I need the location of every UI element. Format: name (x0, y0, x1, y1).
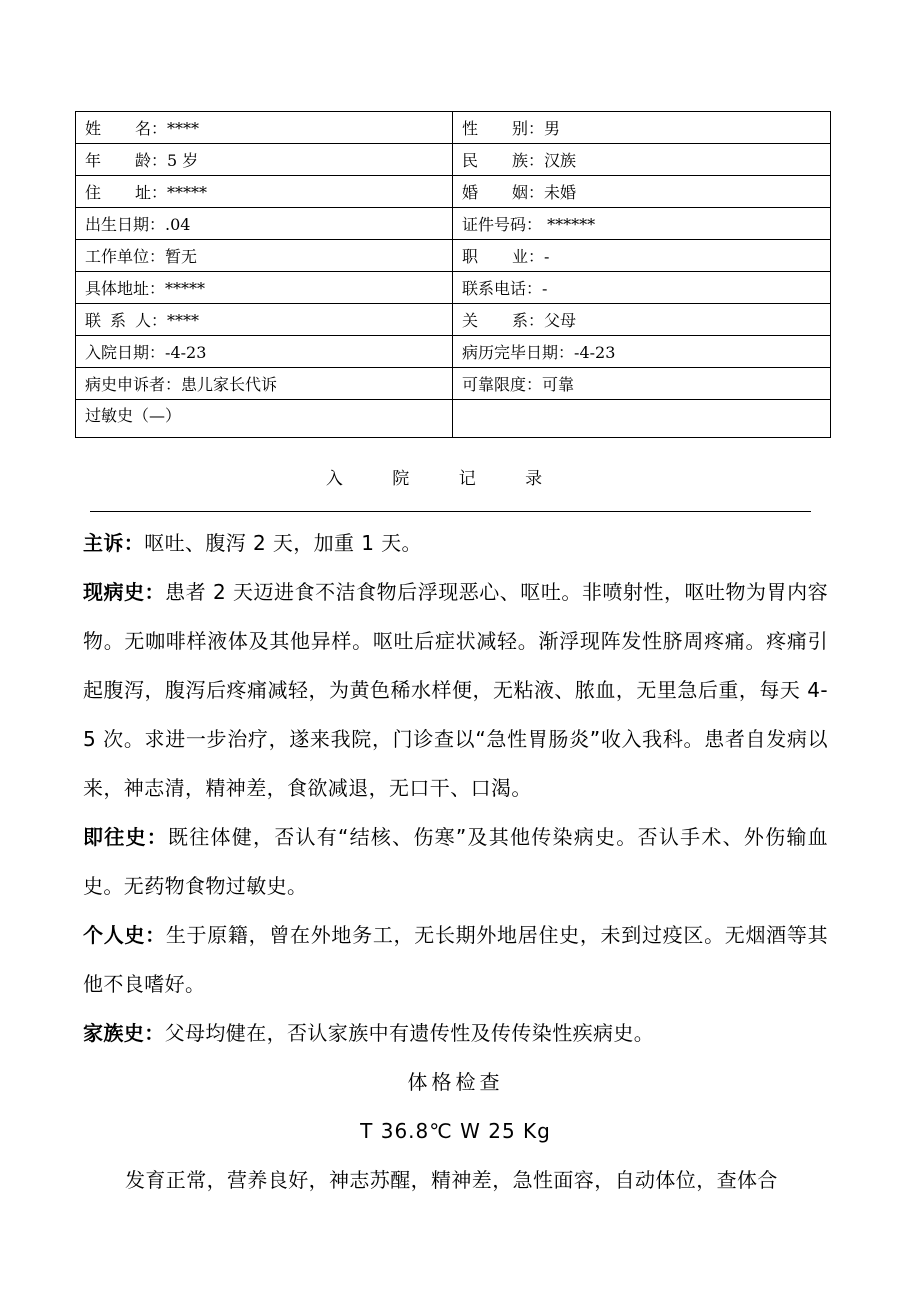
field-label: 民族 (462, 151, 528, 170)
field-colon: ： (528, 119, 545, 138)
exam-vitals: T 36.8℃ W 25 Kg (360, 1119, 551, 1143)
info-row (76, 208, 831, 240)
field-colon: ： (149, 343, 166, 362)
info-cell-right (453, 144, 831, 176)
present-illness (83, 568, 828, 813)
field-colon: ： (151, 311, 168, 330)
record-title: 入 院 记 录 (325, 469, 565, 489)
field-colon: ： (528, 183, 545, 202)
family-history-label: 家族史： (83, 1021, 165, 1045)
info-row (76, 304, 831, 336)
info-cell-right (453, 368, 831, 400)
field-value: 可靠 (542, 375, 575, 394)
info-row (76, 368, 831, 400)
field-colon: ： (149, 279, 166, 298)
info-cell-left (76, 240, 453, 272)
field-colon: ： (151, 151, 168, 170)
info-cell-right (453, 240, 831, 272)
field-value: ***** (167, 183, 208, 202)
personal-history-text: 生于原籍，曾在外地务工，无长期外地居住史，未到过疫区。无烟酒等其他不良嗜好。 (83, 923, 828, 996)
field-value: **** (167, 119, 200, 138)
field-colon: ： (528, 311, 545, 330)
field-colon: ： (526, 215, 543, 234)
record-body (83, 519, 828, 1205)
personal-history-label: 个人史： (83, 923, 166, 947)
field-colon: ： (558, 343, 575, 362)
field-value: 5 岁 (167, 151, 199, 170)
chief-complaint (83, 519, 828, 568)
chief-complaint-label: 主诉： (83, 531, 145, 555)
info-row (76, 240, 831, 272)
info-cell-left (76, 144, 453, 176)
allergy-cell: 过敏史（—） (76, 400, 453, 438)
field-value: - (542, 279, 548, 298)
chief-complaint-text: 呕吐、腹泻 2 天，加重 1 天。 (144, 531, 422, 555)
info-cell-right (453, 112, 831, 144)
info-row (76, 272, 831, 304)
field-value: ***** (165, 279, 206, 298)
field-value: 未婚 (544, 183, 577, 202)
field-label: 联系人 (85, 311, 151, 330)
info-cell-right (453, 208, 831, 240)
field-value: -4-23 (574, 343, 616, 362)
field-label: 出生日期 (85, 215, 150, 234)
field-colon: ： (526, 375, 543, 394)
info-cell-right (453, 304, 831, 336)
present-illness-text: 患者 2 天迈进食不洁食物后浮现恶心、呕吐。非喷射性，呕吐物为胃内容物。无咖啡样液体及其他异样。呕吐后症状减轻。渐浮现阵发性脐周疼痛。疼痛引起腹泻，腹泻后疼痛减轻，为黄色稀水样便，无粘液、脓血，无里急后重，每天 4-5 次。求进一步治疗，遂来我院，门诊查以“急性胃肠炎”收入我科。患者自发病以来，神志清，精神差，食欲减退，无口干、口渴。 (83, 580, 828, 800)
field-value: .04 (165, 215, 191, 234)
exam-text: 发育正常，营养良好，神志苏醒，精神差，急性面容，自动体位，查体合 (125, 1168, 778, 1192)
present-illness-label: 现病史： (83, 580, 166, 604)
info-row (76, 176, 831, 208)
info-cell-left (76, 272, 453, 304)
field-colon: ： (526, 279, 543, 298)
field-value: 汉族 (544, 151, 577, 170)
info-cell-left (76, 112, 453, 144)
patient-info-table (75, 111, 831, 438)
field-label: 联系电话 (462, 279, 527, 298)
info-cell-left (76, 368, 453, 400)
title-divider (90, 511, 811, 512)
info-row (76, 336, 831, 368)
info-row (76, 144, 831, 176)
field-label: 具体地址 (85, 279, 150, 298)
info-cell-right (453, 336, 831, 368)
field-colon: ： (151, 119, 168, 138)
field-value: 男 (544, 119, 561, 138)
field-colon: ： (528, 247, 545, 266)
field-value: 患儿家长代诉 (181, 375, 278, 394)
field-value: ****** (542, 215, 596, 234)
field-colon: ： (528, 151, 545, 170)
allergy-empty-cell (453, 400, 831, 438)
field-label: 可靠限度 (462, 375, 527, 394)
family-history (83, 1009, 828, 1058)
field-value: 暂无 (165, 247, 198, 266)
info-cell-right (453, 176, 831, 208)
field-value: 父母 (544, 311, 577, 330)
field-value: -4-23 (165, 343, 207, 362)
allergy-row (76, 400, 831, 438)
field-value: **** (167, 311, 200, 330)
info-cell-left (76, 304, 453, 336)
field-label: 性别 (462, 119, 528, 138)
field-label: 职业 (462, 247, 528, 266)
field-value: - (544, 247, 550, 266)
field-label: 年龄 (85, 151, 151, 170)
info-cell-left (76, 208, 453, 240)
personal-history (83, 911, 828, 1009)
info-cell-left (76, 336, 453, 368)
field-colon: ： (149, 215, 166, 234)
field-label: 住址 (85, 183, 151, 202)
exam-title: 体格检查 (407, 1070, 504, 1094)
field-colon: ： (149, 247, 166, 266)
field-label: 工作单位 (85, 247, 150, 266)
field-label: 入院日期 (85, 343, 150, 362)
field-label: 婚姻 (462, 183, 528, 202)
family-history-text: 父母均健在，否认家族中有遗传性及传传染性疾病史。 (164, 1021, 655, 1045)
field-colon: ： (165, 375, 182, 394)
field-colon: ： (151, 183, 168, 202)
info-row (76, 112, 831, 144)
past-history-text: 既往体健，否认有“结核、伤寒”及其他传染病史。否认手术、外伤输血史。无药物食物过敏史。 (83, 825, 828, 898)
field-label: 关系 (462, 311, 528, 330)
info-cell-left (76, 176, 453, 208)
past-history-label: 即往史： (83, 825, 169, 849)
past-history (83, 813, 828, 911)
field-label: 病史申诉者 (85, 375, 166, 394)
info-cell-right (453, 272, 831, 304)
field-label: 证件号码 (462, 215, 527, 234)
field-label: 姓名 (85, 119, 151, 138)
field-label: 病历完毕日期 (462, 343, 559, 362)
